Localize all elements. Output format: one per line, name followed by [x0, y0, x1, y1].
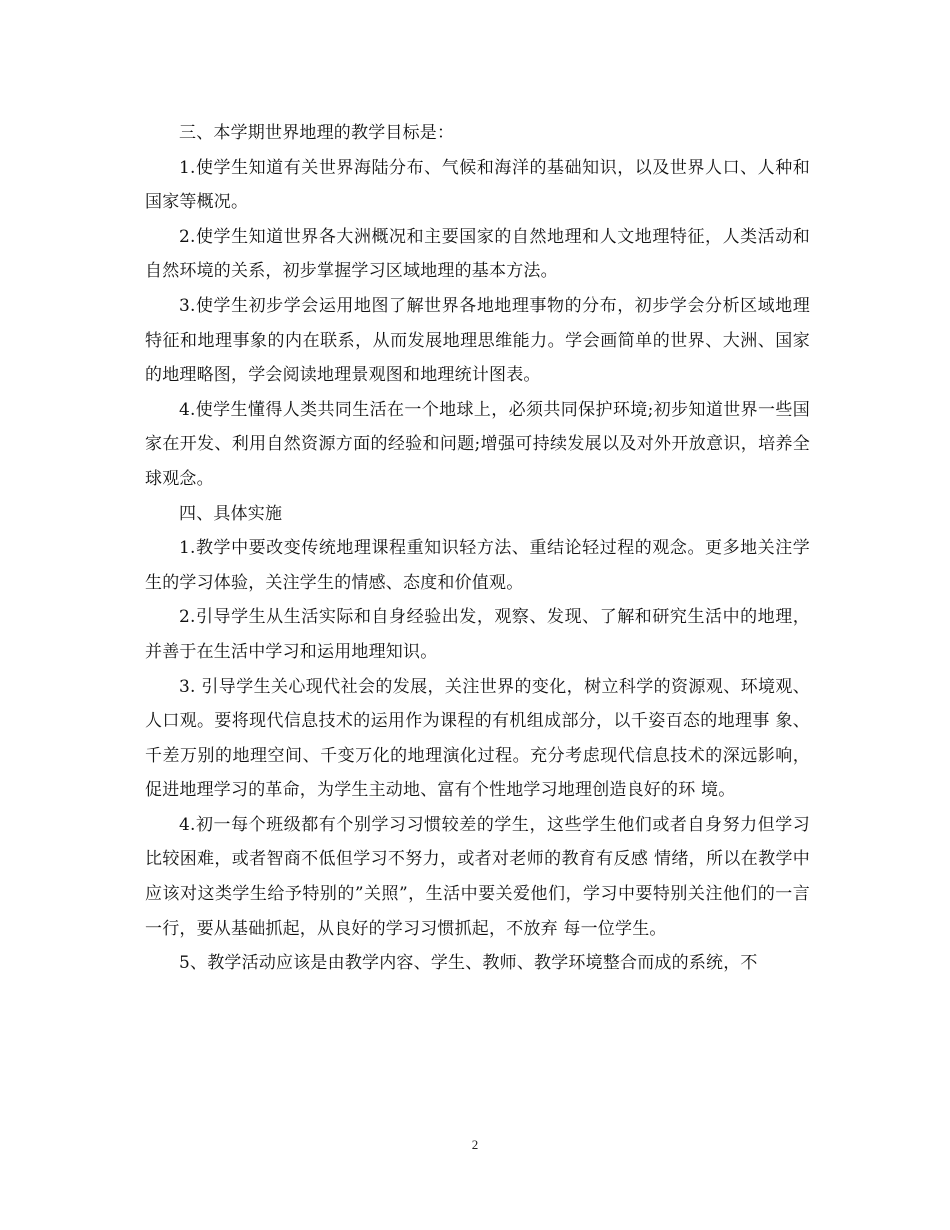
implementation-item-1: 1.教学中要改变传统地理课程重知识轻方法、重结论轻过程的观念。更多地关注学生的学习体验，关注学生的情感、态度和价值观。	[145, 538, 810, 593]
section-heading-3: 三、本学期世界地理的教学目标是：	[179, 123, 455, 143]
implementation-item-4: 4.初一每个班级都有个别学习习惯较差的学生，这些学生他们或者自身努力但学习比较困难，或者智商不低但学习不努力，或者对老师的教育有反感 情绪，所以在教学中应该对这类学生给予特别的”关照”，生活中要关爱他们，学习中要特别关注他们的一言一行，要从基础抓起，从良好的学习习惯抓起，不放弃 每一位学生。	[145, 814, 810, 939]
implementation-item-3: 3. 引导学生关心现代社会的发展，关注世界的变化，树立科学的资源观、环境观、人口观。要将现代信息技术的运用作为课程的有机组成部分，以千姿百态的地理事 象、千差万别的地理空间、千变万化的地理演化过程。充分考虑现代信息技术的深远影响，促进地理学习的革命，为学生主动地、富有个性地学习地理创造良好的环 境。	[145, 676, 810, 801]
goal-item-3: 3.使学生初步学会运用地图了解世界各地地理事物的分布，初步学会分析区域地理特征和地理事象的内在联系，从而发展地理思维能力。学会画简单的世界、大洲、国家的地理略图，学会阅读地理景观图和地理统计图表。	[145, 295, 810, 386]
goal-item-1: 1.使学生知道有关世界海陆分布、气候和海洋的基础知识，以及世界人口、人种和国家等概况。	[145, 157, 810, 213]
implementation-item-5: 5、教学活动应该是由教学内容、学生、教师、教学环境整合而成的系统，不	[179, 953, 758, 974]
page-number: 2	[471, 1137, 479, 1152]
goal-item-4: 4.使学生懂得人类共同生活在一个地球上，必须共同保护环境;初步知道世界一些国家在开发、利用自然资源方面的经验和问题;增强可持续发展以及对外开放意识，培养全球观念。	[145, 399, 810, 489]
section-heading-4: 四、具体实施	[179, 503, 283, 524]
implementation-item-2: 2.引导学生从生活实际和自身经验出发，观察、发现、了解和研究生活中的地理，并善于在生活中学习和运用地理知识。	[145, 607, 810, 662]
document-body	[145, 116, 810, 981]
goal-item-2: 2.使学生知道世界各大洲概况和主要国家的自然地理和人文地理特征，人类活动和自然环境的关系，初步掌握学习区域地理的基本方法。	[145, 226, 810, 282]
